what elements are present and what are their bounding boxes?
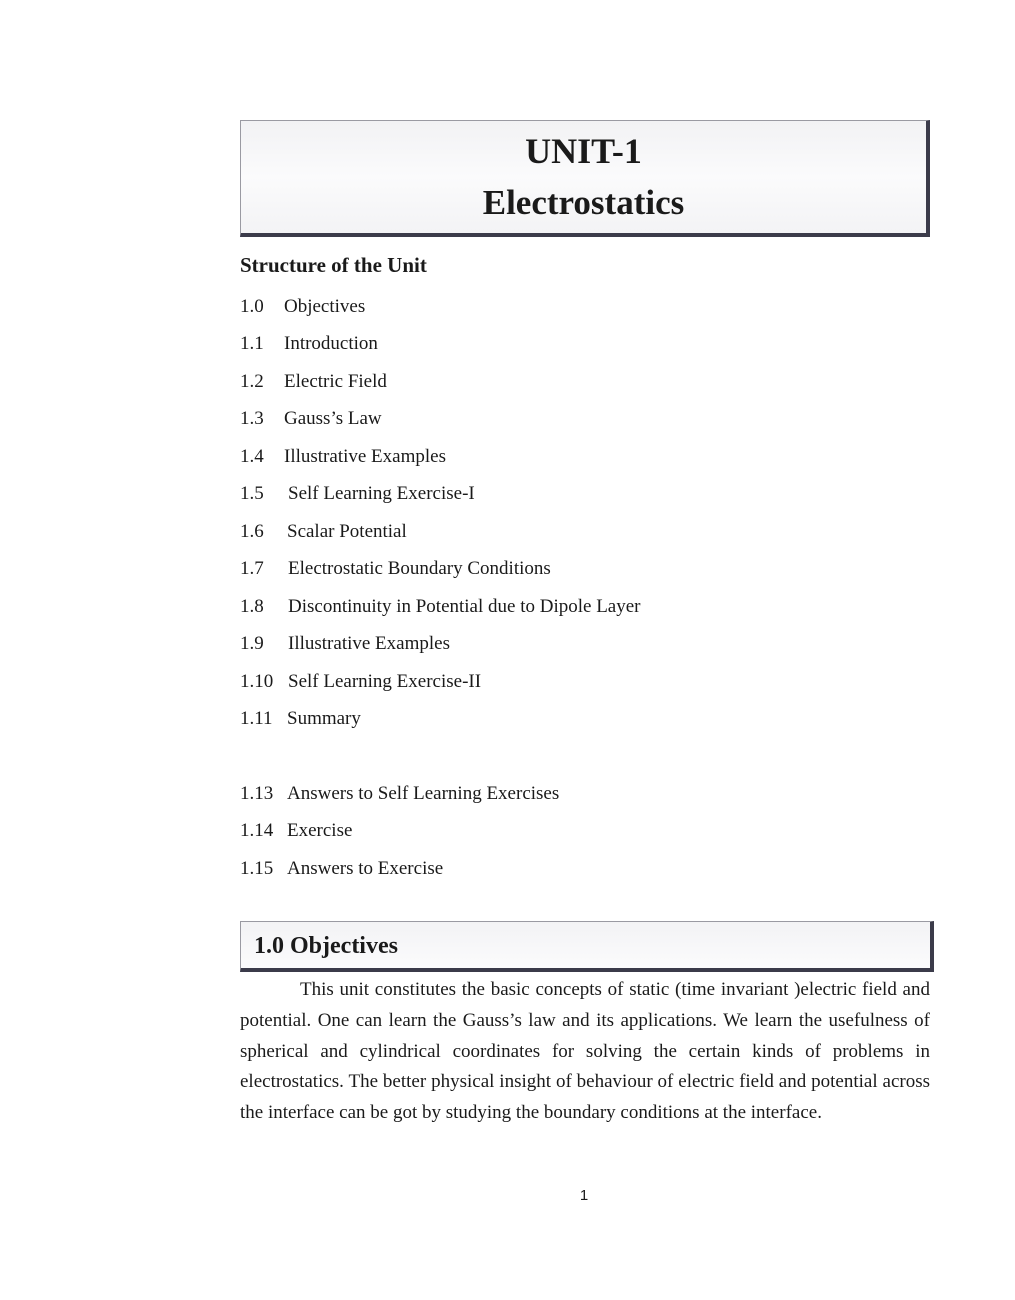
toc-item-label: Electrostatic Boundary Conditions [288,558,551,579]
toc-item-number: 1.14 [240,820,274,841]
toc-item-number: 1.2 [240,371,264,392]
toc-item-label: Introduction [284,333,378,354]
toc-item-label: Illustrative Examples [288,633,450,654]
objectives-heading: 1.0 Objectives [254,933,398,959]
toc-item [240,632,450,656]
objectives-paragraph: This unit constitutes the basic concepts of static (time invariant )electric field and potential. One can learn the Gauss’s law and its applications. We learn the usefulness of spherical and cylindrical coordinates for solving the certain kinds of problems in electrostatics. The better physical insight of behaviour of electric field and potential across the interface can be got by studying the boundary conditions at the interface. [240,979,930,1124]
toc-item-label: Answers to Exercise [287,858,444,879]
toc-item-number: 1.9 [240,633,264,654]
unit-number: UNIT-1 [525,131,642,171]
toc-item-number: 1.0 [240,296,264,317]
toc-item-label: Gauss’s Law [284,408,382,429]
toc-item [240,295,365,319]
toc-item-number: 1.6 [240,521,264,542]
objectives-heading-box [240,921,934,972]
unit-title-box [240,120,930,237]
toc-item-label: Self Learning Exercise-I [288,483,475,504]
toc-item-number: 1.13 [240,783,274,804]
toc-item [240,407,382,431]
toc-item-label: Illustrative Examples [284,446,446,467]
toc-item [240,782,559,806]
toc-item-number: 1.4 [240,446,264,467]
toc-item-number: 1.8 [240,596,264,617]
toc-item [240,707,361,731]
toc-item-number: 1.3 [240,408,264,429]
toc-item-label: Answers to Self Learning Exercises [287,783,560,804]
toc-item-label: Discontinuity in Potential due to Dipole Layer [288,596,641,617]
toc-item [240,445,446,469]
toc-item-number: 1.11 [240,708,273,729]
toc-item-number: 1.1 [240,333,264,354]
toc-item-number: 1.5 [240,483,264,504]
toc-item [240,557,551,581]
toc-item [240,595,641,619]
toc-item-number: 1.10 [240,671,274,692]
toc-item-label: Exercise [287,820,353,841]
toc-item [240,670,481,694]
toc-item-number: 1.15 [240,858,274,879]
toc-item-label: Summary [287,708,361,729]
toc-item [240,857,443,881]
toc-item-label: Electric Field [284,371,387,392]
toc-item [240,520,407,544]
toc-item [240,332,378,356]
toc-item [240,370,387,394]
toc-item-label: Scalar Potential [287,521,407,542]
toc-item-label: Self Learning Exercise-II [288,671,482,692]
structure-heading: Structure of the Unit [240,253,427,277]
toc-item [240,819,352,843]
page-number: 1 [579,1187,589,1204]
unit-title: Electrostatics [482,183,685,222]
toc-item-number: 1.7 [240,558,264,579]
toc-item [240,482,475,506]
toc-item-label: Objectives [284,296,366,317]
